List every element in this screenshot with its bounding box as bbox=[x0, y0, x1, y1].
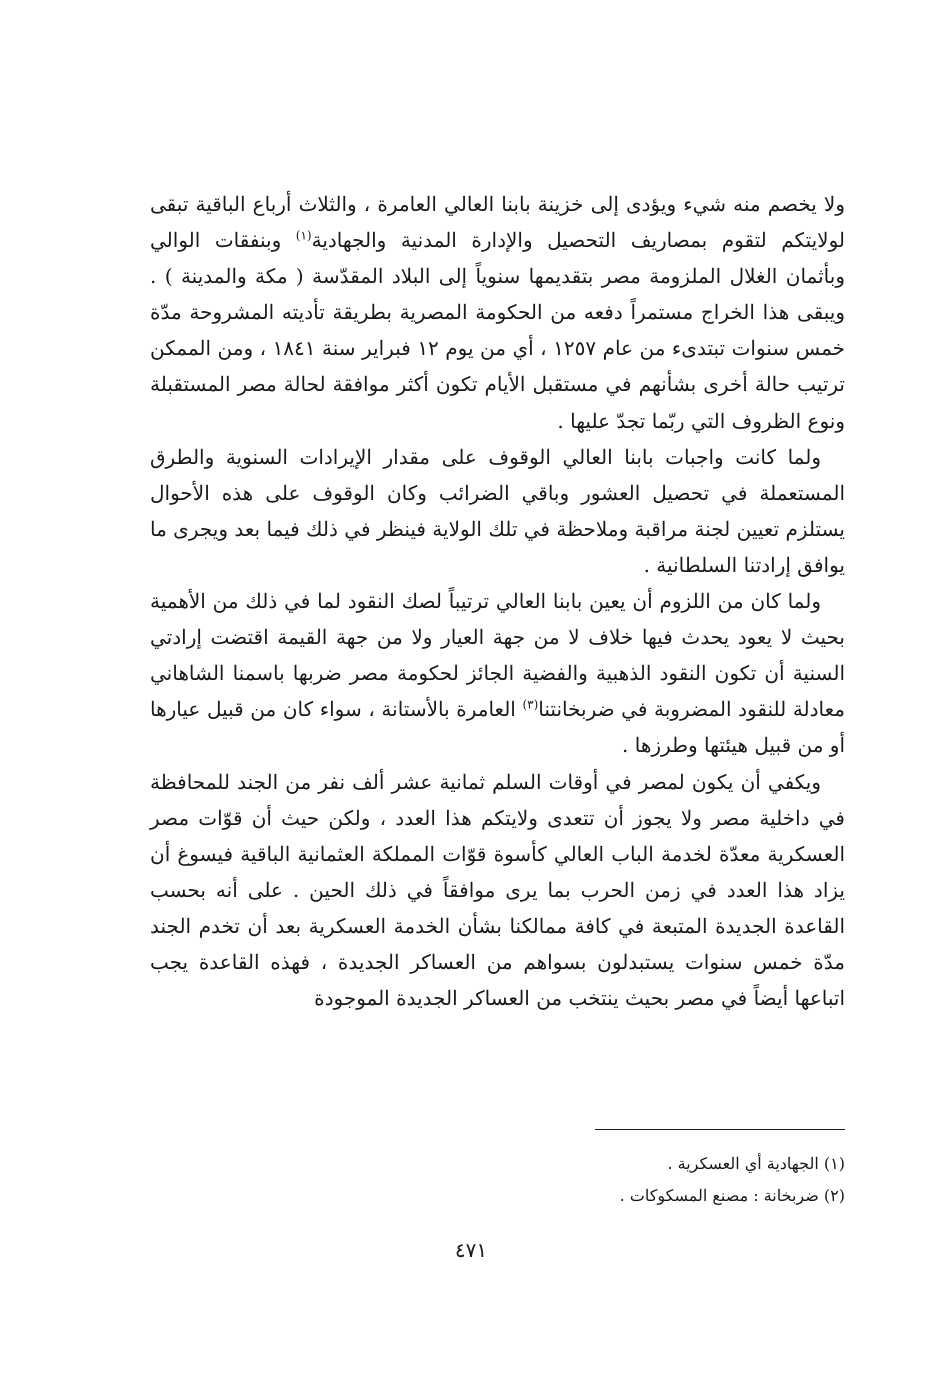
paragraph-4: ويكفي أن يكون لمصر في أوقات السلم ثمانية عشر ألف نفر من الجند للمحافظة في داخلية مصر ولا يجوز أن تتعدى ولايتكم هذا العدد ، ولكن حيث أن قوّات مصر العسكرية معدّة لخدمة الباب العالي كأسوة قوّات المملكة العثمانية الباقية فيسوغ أن يزاد هذا العدد في زمن الحرب بما يرى موافقاً في ذلك الحين . على أنه بحسب القاعدة الجديدة المتبعة في كافة ممالكنا بشأن الخدمة العسكرية بعد أن تخدم الجند مدّة خمس سنوات يستبدلون بسواهم من العساكر الجديدة ، فهذه القاعدة يجب اتباعها أيضاً في مصر بحيث ينتخب من العساكر الجديدة الموجودة bbox=[150, 769, 845, 1011]
footnote-marker-3: (٣) bbox=[522, 697, 539, 712]
paragraph-1 bbox=[150, 186, 845, 439]
footnote-separator bbox=[595, 1129, 845, 1130]
footnotes bbox=[150, 1148, 845, 1212]
paragraph-2: ولما كانت واجبات بابنا العالي الوقوف على مقدار الإيرادات السنوية والطرق المستعملة في تحصيل العشور وباقي الضرائب وكان الوقوف على هذه الأحوال يستلزم تعيين لجنة مراقبة وملاحظة في تلك الولاية فينظر في ذلك فيما بعد ويجرى ما يوافق إرادتنا السلطانية . bbox=[150, 444, 845, 577]
paragraph-1-text: ولا يخصم منه شيء ويؤدى إلى خزينة بابنا العالي العامرة ، والثلاث أرباع الباقية تبقى لولايتكم لتقوم بمصاريف التحصيل والإدارة المدنية والجهادية bbox=[150, 192, 845, 253]
main-text-body bbox=[150, 186, 845, 1016]
paragraph-1-continued: الوالي وبأثمان الغلال الملزومة مصر بتقديمها سنوياً إلى البلاد المقدّسة ( مكة والمدينة ) . ويبقى هذا الخراج مستمراً دفعه من الحكومة المصرية بطريقة تأديته المشروحة مدّة خمس سنوات تبتدىء من عام ١٢٥٧ ، أي من يوم ١٢ فبراير سنة ١٨٤١ ، ومن الممكن ترتيب حالة أخرى بشأنهم في مستقبل الأيام تكون أكثر موافقة لحالة مصر المستقبلة ونوع الظروف التي ربّما تجدّ عليها . bbox=[150, 228, 846, 433]
footnote-2: (٢) ضربخانة : مصنع المسكوكات . bbox=[619, 1186, 845, 1205]
page-number: ٤٧١ bbox=[454, 1238, 488, 1262]
paragraph-1-tail: وبنفقات bbox=[214, 228, 282, 253]
paragraph-3-continued: العامرة بالأستانة ، سواء كان من قبيل عيارها أو من قبيل هيئتها وطرزها . bbox=[150, 697, 845, 758]
footnote-marker-1: (١) bbox=[295, 228, 312, 243]
paragraph-3 bbox=[150, 583, 845, 763]
footnote-1: (١) الجهادية أي العسكرية . bbox=[667, 1154, 845, 1173]
paragraph-3-text: ولما كان من اللزوم أن يعين بابنا العالي ترتيباً لصك النقود لما في ذلك من الأهمية بحيث لا يعود يحدث فيها خلاف لا من جهة العيار ولا من جهة القيمة اقتضت إرادتي السنية أن تكون النقود الذهبية والفضية الجائز لحكومة مصر ضربها باسمنا الشاهاني معادلة للنقود المضروبة في ضربخانتنا bbox=[150, 589, 845, 722]
